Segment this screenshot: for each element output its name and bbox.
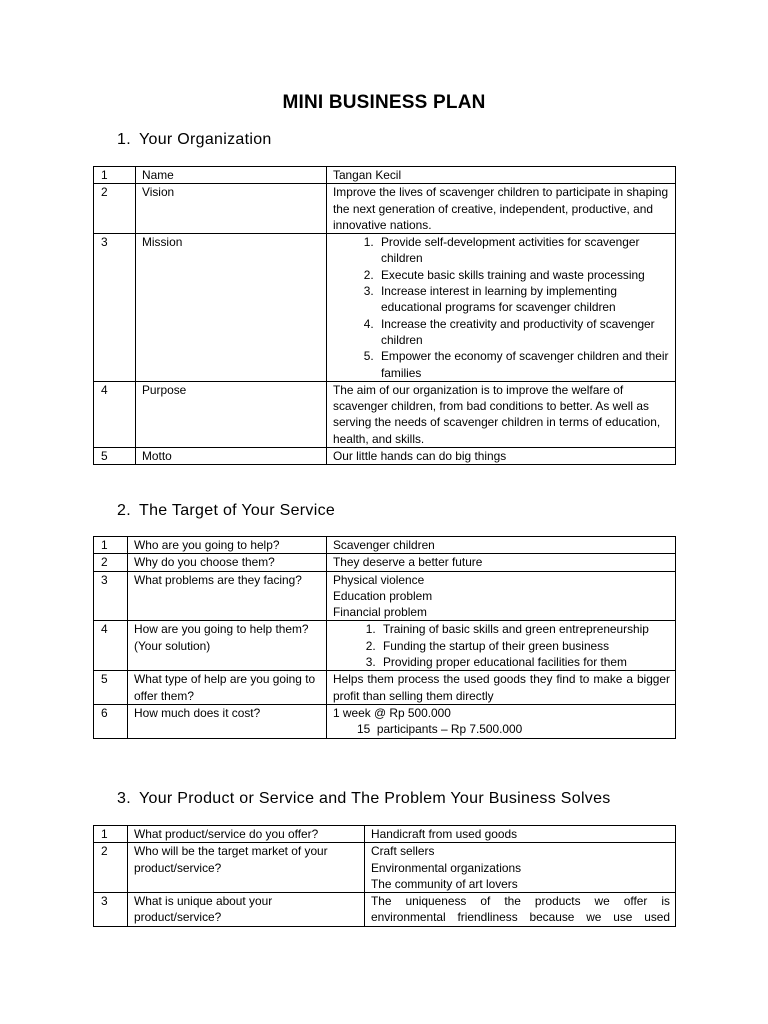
table-row xyxy=(94,843,676,893)
list-item: 1. Provide self-development activities for scavenger children xyxy=(377,234,670,267)
section-2-number: 2. xyxy=(117,502,131,519)
row-label: What problems are they facing? xyxy=(128,571,327,621)
table-row xyxy=(94,893,676,927)
row-label: Purpose xyxy=(136,381,327,447)
section-1-number: 1. xyxy=(117,131,131,148)
mission-list xyxy=(333,234,670,381)
section-2-title: The Target of Your Service xyxy=(139,502,336,519)
problem-line: Education problem xyxy=(333,588,433,603)
row-label: Name xyxy=(136,167,327,184)
row-value: The aim of our organization is to improve the welfare of scavenger children, from bad conditions to better. As well as serving the needs of scavenger children in terms of education, health, and skills. xyxy=(327,381,676,447)
target-service-table xyxy=(93,536,676,739)
row-value: The uniqueness of the products we offer is environmental friendliness because we use used xyxy=(365,893,676,927)
table-row xyxy=(94,448,676,465)
row-value: Handicraft from used goods xyxy=(365,826,676,843)
row-label: What product/service do you offer? xyxy=(128,826,365,843)
row-number: 6 xyxy=(94,704,128,738)
row-label: How much does it cost? xyxy=(128,704,327,738)
table-row xyxy=(94,381,676,447)
row-value xyxy=(327,571,676,621)
cost-line: 1 week @ Rp 500.000 xyxy=(333,705,451,720)
row-number: 4 xyxy=(94,381,136,447)
section-3-title: Your Product or Service and The Problem Your Business Solves xyxy=(139,790,611,807)
solution-list xyxy=(333,621,670,670)
table-row xyxy=(94,704,676,738)
table-row xyxy=(94,167,676,184)
section-3-number: 3. xyxy=(117,790,131,807)
row-number: 1 xyxy=(94,537,128,554)
table-row xyxy=(94,571,676,621)
market-line: The community of art lovers xyxy=(371,876,518,891)
row-value xyxy=(327,234,676,382)
table-row xyxy=(94,554,676,571)
table-row xyxy=(94,671,676,705)
list-item: 5. Empower the economy of scavenger children and their families xyxy=(377,348,670,381)
market-line: Environmental organizations xyxy=(371,860,522,875)
list-item: 2. Execute basic skills training and waste processing xyxy=(377,267,670,283)
document-title: MINI BUSINESS PLAN xyxy=(282,92,486,113)
row-value: Improve the lives of scavenger children to participate in shaping the next generation of creative, independent, productive, and innovative nations. xyxy=(327,184,676,234)
row-number: 2 xyxy=(94,843,128,893)
table-row xyxy=(94,234,676,382)
row-number: 3 xyxy=(94,571,128,621)
row-label: Who are you going to help? xyxy=(128,537,327,554)
product-service-table xyxy=(93,825,676,927)
row-number: 1 xyxy=(94,826,128,843)
problem-line: Physical violence xyxy=(333,572,425,587)
row-value xyxy=(327,621,676,671)
list-item: 4. Increase the creativity and productivity of scavenger children xyxy=(377,316,670,349)
market-line: Craft sellers xyxy=(371,844,435,859)
row-number: 2 xyxy=(94,554,128,571)
row-label: Motto xyxy=(136,448,327,465)
row-label: Mission xyxy=(136,234,327,382)
section-1-heading xyxy=(117,131,272,149)
row-value: Helps them process the used goods they find to make a bigger profit than selling them directly xyxy=(327,671,676,705)
row-label: How are you going to help them? (Your solution) xyxy=(128,621,327,671)
row-number: 5 xyxy=(94,671,128,705)
table-row xyxy=(94,537,676,554)
row-value: Tangan Kecil xyxy=(327,167,676,184)
row-label: What type of help are you going to offer them? xyxy=(128,671,327,705)
row-value: Our little hands can do big things xyxy=(327,448,676,465)
table-row xyxy=(94,621,676,671)
row-number: 3 xyxy=(94,234,136,382)
row-number: 3 xyxy=(94,893,128,927)
list-item: 1. Training of basic skills and green entrepreneurship xyxy=(379,621,670,637)
row-value xyxy=(365,843,676,893)
row-label: What is unique about your product/service? xyxy=(128,893,365,927)
row-label: Who will be the target market of your product/service? xyxy=(128,843,365,893)
row-number: 2 xyxy=(94,184,136,234)
row-label: Why do you choose them? xyxy=(128,554,327,571)
section-2-heading xyxy=(117,502,335,520)
row-value xyxy=(327,704,676,738)
row-number: 4 xyxy=(94,621,128,671)
row-value: They deserve a better future xyxy=(327,554,676,571)
row-number: 5 xyxy=(94,448,136,465)
cost-line: 15 participants – Rp 7.500.000 xyxy=(357,722,523,737)
row-value: Scavenger children xyxy=(327,537,676,554)
row-number: 1 xyxy=(94,167,136,184)
section-3-heading xyxy=(117,790,611,808)
section-1-title: Your Organization xyxy=(139,131,272,148)
organization-table xyxy=(93,166,676,465)
list-item: 2. Funding the startup of their green business xyxy=(379,638,670,654)
table-row xyxy=(94,826,676,843)
list-item: 3. Increase interest in learning by implementing educational programs for scavenger children xyxy=(377,283,670,316)
table-row xyxy=(94,184,676,234)
row-label: Vision xyxy=(136,184,327,234)
problem-line: Financial problem xyxy=(333,605,427,620)
list-item: 3. Providing proper educational facilities for them xyxy=(379,654,670,670)
